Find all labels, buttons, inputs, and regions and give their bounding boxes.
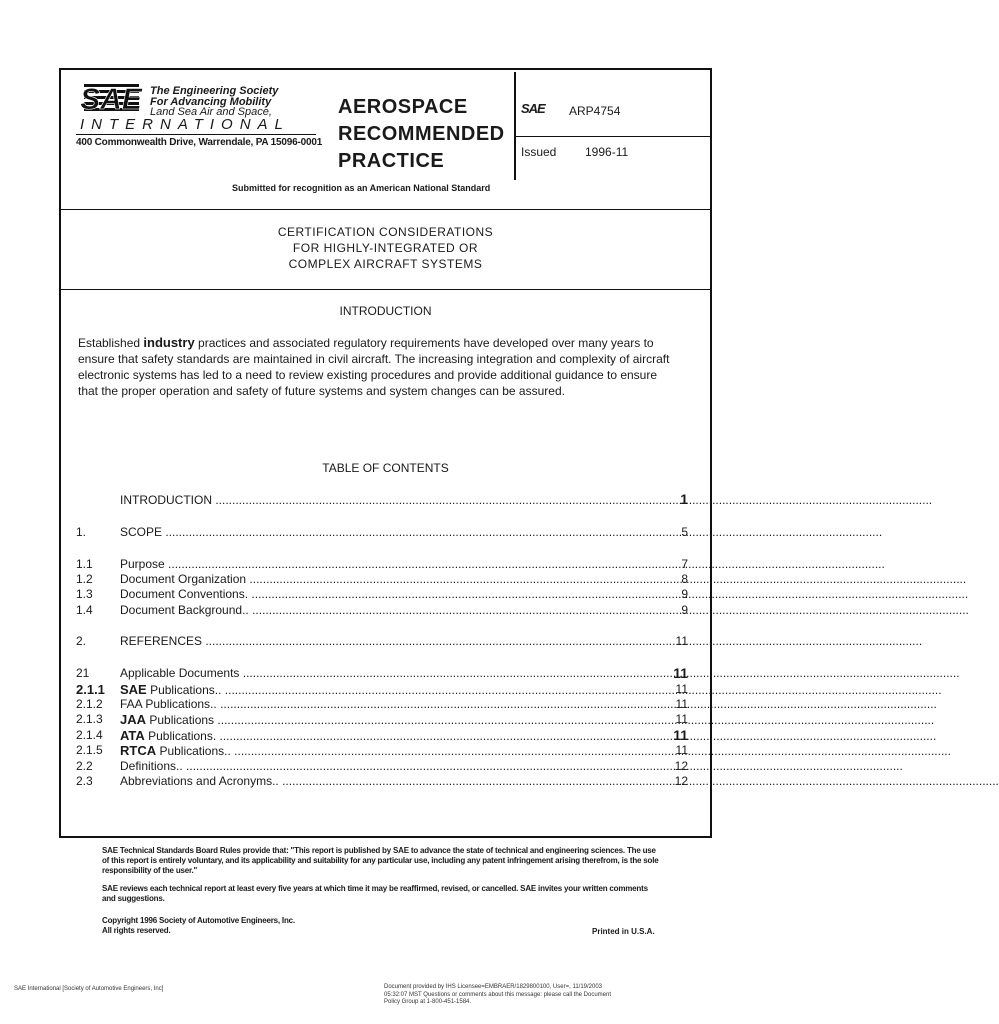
review-note: SAE reviews each technical report at least every five years at which time it may be reaffirmed, revised, or cancelled. SAE invites your written comments and suggestions. — [102, 884, 648, 903]
international-text: INTERNATIONAL — [80, 116, 290, 133]
address-rule — [76, 134, 316, 135]
introduction-heading: INTRODUCTION — [339, 304, 432, 318]
org-line-3: Land Sea Air and Space, — [150, 106, 272, 118]
header-divider — [59, 209, 712, 210]
copyright-line-2: All rights reserved. — [102, 926, 171, 935]
intro-bold-word: industry — [143, 335, 195, 350]
toc-entry[interactable]: INTRODUCTION ..... 1 — [76, 493, 688, 509]
title-line-2: FOR HIGHLY-INTEGRATED OR — [292, 241, 479, 255]
svg-text:SAE: SAE — [80, 83, 142, 116]
title-divider — [59, 289, 712, 290]
toc-entry[interactable]: 1.4 Document Background.. ..... 9 — [76, 603, 688, 619]
title-line-3: COMPLEX AIRCRAFT SYSTEMS — [288, 257, 483, 271]
toc-entry[interactable]: 1.1 Purpose ..... 7 — [76, 557, 688, 573]
intro-rest: practices and associated regulatory requirements have developed over many years to ensure that safety standards are maintained in civil aircraft. The increasing integration and complexity of aircraft electronic systems has led to a need to review existing procedures and provide additional guidance to ensure that the proper operation and safety of future systems and system changes can be assured. — [78, 336, 670, 398]
toc-entry[interactable]: 2.3 Abbreviations and Acronyms.. ..... 12 — [76, 774, 688, 790]
toc-entry[interactable]: 2.1.1 SAE Publications.. ..... 11 — [76, 682, 688, 698]
toc-entry[interactable]: 2.2 Definitions.. ..... 12 — [76, 759, 688, 775]
left-meta: SAE International [Society of Automotive Engineers, Inc] — [14, 986, 164, 992]
toc-entry[interactable]: 2.1.5 RTCA Publications.. ..... 11 — [76, 743, 688, 759]
issued-label: Issued — [521, 145, 557, 159]
doc-type-line-3: PRACTICE — [338, 150, 445, 172]
intro-start: Established — [78, 336, 141, 350]
header-right-divider — [514, 136, 712, 137]
toc-entry[interactable]: 21 Applicable Documents ..... 11 — [76, 666, 688, 682]
doc-type-line-1: AEROSPACE — [338, 96, 468, 118]
toc-entry[interactable]: 2. REFERENCES ..... 11 — [76, 634, 688, 650]
document-title — [59, 224, 712, 272]
toc-entry[interactable]: 2.1.2 FAA Publications.. ..... 11 — [76, 697, 688, 713]
org-line-1: The Engineering Society — [150, 85, 279, 97]
toc-entry[interactable]: 1.2 Document Organization ..... 8 — [76, 572, 688, 588]
sae-mark: SAE — [521, 101, 545, 116]
toc-entry[interactable]: 2.1.3 JAA Publications ..... 11 — [76, 712, 688, 728]
toc-entry[interactable]: 1. SCOPE ..... 5 — [76, 525, 688, 541]
submitted-note: Submitted for recognition as an American National Standard — [232, 183, 491, 193]
doc-number: ARP4754 — [569, 104, 621, 118]
toc-entry[interactable]: 2.1.4 ATA Publications. ..... 11 — [76, 728, 688, 744]
right-meta: Document provided by IHS Licensee=EMBRAER/1829800100, User=, 11/19/2003 05:32:07 MST Questions or comments about this message: please call the Document Policy Group at 1-800-451-1584. — [384, 984, 612, 1005]
introduction-paragraph — [78, 335, 678, 399]
toc-entry[interactable]: 1.3 Document Conventions. ..... 9 — [76, 587, 688, 603]
sae-logo-icon — [80, 83, 142, 118]
tsb-rules-note: SAE Technical Standards Board Rules provide that: "This report is published by SAE to advance the state of technical and engineering sciences. The use of this report is entirely voluntary, and its applicability and suitability for any particular use, including any patent infringement arising therefrom, is the sole responsibility of the user." — [102, 846, 659, 875]
address: 400 Commonwealth Drive, Warrendale, PA 15096-0001 — [76, 137, 323, 148]
doc-type-line-2: RECOMMENDED — [338, 123, 505, 145]
copyright-line-1: Copyright 1996 Society of Automotive Engineers, Inc. — [102, 916, 295, 925]
org-line-2: For Advancing Mobility — [150, 96, 272, 108]
title-line-1: CERTIFICATION CONSIDERATIONS — [277, 225, 494, 239]
toc-heading: TABLE OF CONTENTS — [322, 461, 449, 475]
issued-value: 1996-11 — [585, 145, 629, 159]
header-vertical-divider — [514, 72, 516, 180]
printed-in: Printed in U.S.A. — [592, 927, 655, 936]
